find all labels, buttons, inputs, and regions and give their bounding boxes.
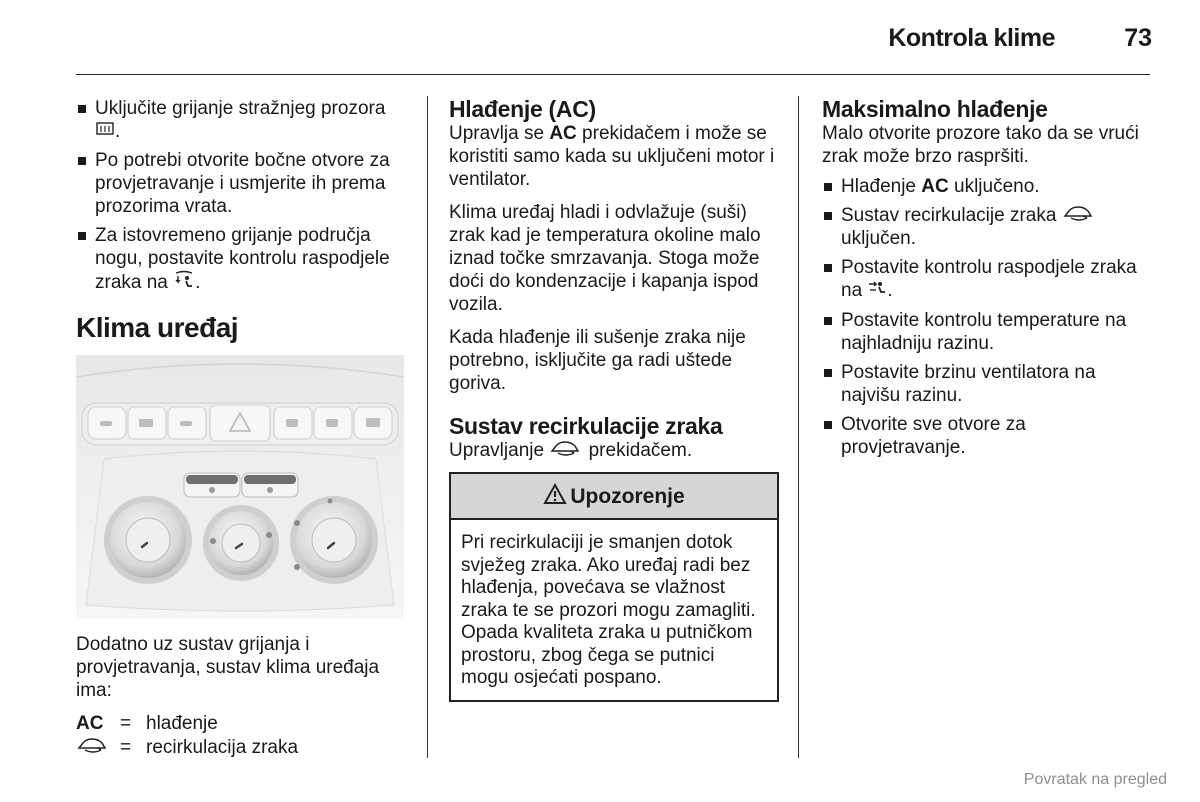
climate-control-panel-image bbox=[76, 355, 404, 619]
recirculation-icon bbox=[1062, 204, 1096, 227]
air-distribution-windscreen-feet-icon bbox=[173, 270, 195, 296]
column-1 bbox=[76, 97, 408, 759]
back-to-overview-link[interactable]: Povratak na pregled bbox=[1023, 771, 1167, 788]
paragraph: Upravlja se AC prekidačem i može se koristiti samo kada su uključeni motor i ventilator. bbox=[449, 123, 775, 190]
paragraph: Upravljanje prekidačem. bbox=[449, 440, 693, 461]
paragraph: Klima uređaj hladi i odvlažuje (suši) zrak kad je temperatura okoline malo iznad točke smrzavanja. Stoga može doći do kondenzacije i kapanja ispod vozila. bbox=[449, 202, 761, 315]
column-divider-1 bbox=[427, 96, 428, 758]
intro-text: Dodatno uz sustav grijanja i provjetravanja, sustav klima uređaja ima: bbox=[76, 634, 380, 702]
list-item: Hlađenje AC uključeno. bbox=[822, 175, 1154, 198]
warning-title: Upozorenje bbox=[570, 484, 685, 508]
table-row: AC = hlađenje bbox=[76, 713, 218, 735]
section-heading: Klima uređaj bbox=[76, 312, 239, 344]
column-divider-2 bbox=[798, 96, 799, 758]
air-distribution-face-feet-icon bbox=[867, 279, 887, 303]
section-heading: Hlađenje (AC) bbox=[449, 96, 596, 122]
table-row: = recirkulacija zraka bbox=[76, 735, 408, 758]
warning-triangle-icon bbox=[543, 483, 567, 510]
list-item: Za istovremeno grijanje područja nogu, postavite kontrolu raspodjele zraka na . bbox=[76, 224, 408, 296]
bullet-list bbox=[76, 97, 408, 296]
list-item: Postavite kontrolu temperature na najhladniju razinu. bbox=[822, 309, 1154, 355]
list-item: Po potrebi otvorite bočne otvore za provjetravanje i usmjerite ih prema prozorima vrata. bbox=[76, 149, 408, 218]
list-item: Postavite kontrolu raspodjele zraka na . bbox=[822, 256, 1154, 303]
header-rule bbox=[76, 74, 1150, 75]
paragraph: Malo otvorite prozore tako da se vrući zrak može brzo raspršiti. bbox=[822, 123, 1139, 167]
list-item: Postavite brzinu ventilatora na najvišu razinu. bbox=[822, 361, 1154, 407]
column-3 bbox=[822, 96, 1154, 465]
list-item: Otvorite sve otvore za provjetravanje. bbox=[822, 413, 1154, 459]
warning-text: Pri recirkulaciji je smanjen dotok svježeg zraka. Ako uređaj radi bez hlađenja, povećava se vlažnost zraka te se prozori mogu zamagliti. Opada kvaliteta zraka u putničkom prostoru, zbog čega se putnici mogu osjećati pospano. bbox=[461, 532, 756, 689]
column-2 bbox=[449, 96, 779, 702]
recirculation-icon bbox=[549, 439, 583, 462]
warning-header bbox=[451, 474, 777, 520]
section-heading: Maksimalno hlađenje bbox=[822, 96, 1048, 122]
bullet-list bbox=[822, 175, 1154, 459]
list-item: Uključite grijanje stražnjeg prozora . bbox=[76, 97, 408, 143]
page-number: 73 bbox=[1124, 24, 1152, 52]
warning-box bbox=[449, 472, 779, 702]
section-heading: Sustav recirkulacije zraka bbox=[449, 413, 723, 439]
list-item: Sustav recirkulacije zraka uključen. bbox=[822, 204, 1154, 250]
rear-defrost-icon bbox=[95, 120, 115, 143]
recirculation-icon bbox=[76, 736, 110, 759]
legend-table bbox=[76, 712, 408, 758]
page-title: Kontrola klime bbox=[888, 24, 1055, 52]
paragraph: Kada hlađenje ili sušenje zraka nije potrebno, isključite ga radi uštede goriva. bbox=[449, 327, 746, 394]
